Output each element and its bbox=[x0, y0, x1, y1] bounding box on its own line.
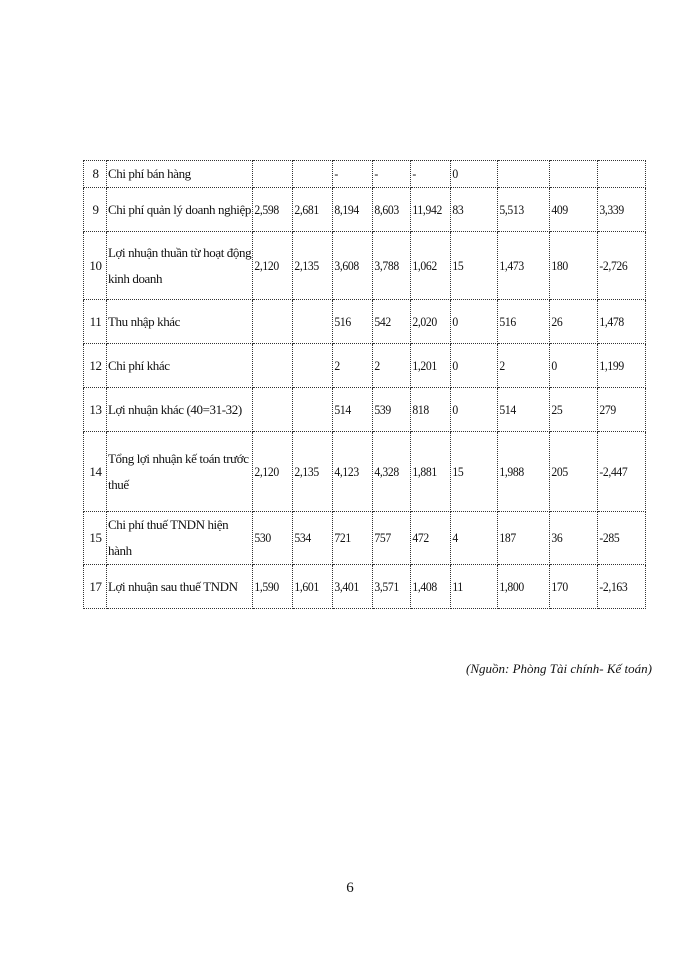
value-cell: 25 bbox=[550, 388, 593, 432]
row-label-cell: Tổng lợi nhuận kế toán trước thuế bbox=[107, 432, 253, 512]
value-cell: 0 bbox=[451, 161, 493, 188]
value-cell: 170 bbox=[550, 565, 593, 609]
value-cell: 8,603 bbox=[373, 188, 407, 232]
row-number-cell: 9 bbox=[84, 188, 107, 232]
value-cell bbox=[498, 161, 545, 188]
row-label-cell: Chi phí khác bbox=[107, 344, 253, 388]
value-cell: 542 bbox=[373, 300, 407, 344]
value-cell: 8,194 bbox=[333, 188, 369, 232]
row-number-cell: 15 bbox=[84, 512, 107, 565]
value-cell: 1,988 bbox=[498, 432, 545, 512]
value-cell: - bbox=[373, 161, 407, 188]
value-cell: 2,120 bbox=[253, 432, 289, 512]
value-cell: 818 bbox=[411, 388, 447, 432]
row-label-cell: Chi phí quản lý doanh nghiệp bbox=[107, 188, 253, 232]
value-cell: 530 bbox=[253, 512, 289, 565]
value-cell: 5,513 bbox=[498, 188, 545, 232]
value-cell bbox=[293, 388, 329, 432]
financial-table bbox=[83, 160, 646, 609]
value-cell: 3,339 bbox=[598, 188, 641, 232]
row-number-cell: 10 bbox=[84, 232, 107, 300]
value-cell: 180 bbox=[550, 232, 593, 300]
source-note: (Nguồn: Phòng Tài chính- Kế toán) bbox=[466, 661, 652, 676]
page-number: 6 bbox=[346, 880, 354, 896]
value-cell: -2,447 bbox=[598, 432, 641, 512]
value-cell: 0 bbox=[451, 300, 493, 344]
value-cell: 3,788 bbox=[373, 232, 407, 300]
value-cell: 0 bbox=[451, 344, 493, 388]
row-label-cell: Lợi nhuận khác (40=31-32) bbox=[107, 388, 253, 432]
value-cell: 4 bbox=[451, 512, 493, 565]
table-row bbox=[84, 512, 646, 565]
row-label-cell: Chi phí bán hàng bbox=[107, 161, 253, 188]
value-cell: 15 bbox=[451, 432, 493, 512]
value-cell: 2 bbox=[498, 344, 545, 388]
table-row bbox=[84, 565, 646, 609]
value-cell: 1,881 bbox=[411, 432, 447, 512]
row-label-cell: Thu nhập khác bbox=[107, 300, 253, 344]
value-cell: 3,608 bbox=[333, 232, 369, 300]
value-cell: 1,473 bbox=[498, 232, 545, 300]
table-row bbox=[84, 300, 646, 344]
value-cell: 1,478 bbox=[598, 300, 641, 344]
table-row bbox=[84, 161, 646, 188]
value-cell: 0 bbox=[451, 388, 493, 432]
value-cell: 1,408 bbox=[411, 565, 447, 609]
value-cell: 11,942 bbox=[411, 188, 447, 232]
table-row bbox=[84, 388, 646, 432]
value-cell: 0 bbox=[550, 344, 593, 388]
value-cell: 2,020 bbox=[411, 300, 447, 344]
value-cell: 205 bbox=[550, 432, 593, 512]
table-body bbox=[84, 161, 646, 609]
value-cell: 4,123 bbox=[333, 432, 369, 512]
value-cell: 1,601 bbox=[293, 565, 329, 609]
value-cell: 15 bbox=[451, 232, 493, 300]
value-cell: 472 bbox=[411, 512, 447, 565]
value-cell: 516 bbox=[333, 300, 369, 344]
value-cell: 514 bbox=[498, 388, 545, 432]
row-label-cell: Chi phí thuế TNDN hiện hành bbox=[107, 512, 253, 565]
value-cell: 1,199 bbox=[598, 344, 641, 388]
value-cell bbox=[293, 161, 329, 188]
value-cell bbox=[598, 161, 641, 188]
value-cell: 11 bbox=[451, 565, 493, 609]
row-number-cell: 11 bbox=[84, 300, 107, 344]
value-cell: 409 bbox=[550, 188, 593, 232]
value-cell: 534 bbox=[293, 512, 329, 565]
row-number-cell: 8 bbox=[84, 161, 107, 188]
value-cell bbox=[293, 344, 329, 388]
value-cell bbox=[293, 300, 329, 344]
value-cell: 1,062 bbox=[411, 232, 447, 300]
value-cell bbox=[253, 161, 289, 188]
value-cell: 1,201 bbox=[411, 344, 447, 388]
row-label-cell: Lợi nhuận thuần từ hoạt động kinh doanh bbox=[107, 232, 253, 300]
row-label-cell: Lợi nhuận sau thuế TNDN bbox=[107, 565, 253, 609]
value-cell: 2,598 bbox=[253, 188, 289, 232]
table-row bbox=[84, 344, 646, 388]
value-cell: 2,681 bbox=[293, 188, 329, 232]
value-cell: 516 bbox=[498, 300, 545, 344]
value-cell: 26 bbox=[550, 300, 593, 344]
row-number-cell: 13 bbox=[84, 388, 107, 432]
value-cell: -2,726 bbox=[598, 232, 641, 300]
value-cell: - bbox=[333, 161, 369, 188]
table-row bbox=[84, 188, 646, 232]
value-cell: 36 bbox=[550, 512, 593, 565]
value-cell bbox=[253, 300, 289, 344]
value-cell: 3,571 bbox=[373, 565, 407, 609]
value-cell: 2 bbox=[333, 344, 369, 388]
value-cell: 2,135 bbox=[293, 432, 329, 512]
table-row bbox=[84, 432, 646, 512]
row-number-cell: 12 bbox=[84, 344, 107, 388]
value-cell bbox=[253, 388, 289, 432]
value-cell: 2,120 bbox=[253, 232, 289, 300]
value-cell: - bbox=[411, 161, 447, 188]
value-cell: 757 bbox=[373, 512, 407, 565]
value-cell: 2,135 bbox=[293, 232, 329, 300]
value-cell bbox=[253, 344, 289, 388]
value-cell: 1,590 bbox=[253, 565, 289, 609]
value-cell: 3,401 bbox=[333, 565, 369, 609]
value-cell: 539 bbox=[373, 388, 407, 432]
table-row bbox=[84, 232, 646, 300]
value-cell bbox=[550, 161, 593, 188]
value-cell: 1,800 bbox=[498, 565, 545, 609]
value-cell: 83 bbox=[451, 188, 493, 232]
value-cell: 187 bbox=[498, 512, 545, 565]
value-cell: 514 bbox=[333, 388, 369, 432]
value-cell: 279 bbox=[598, 388, 641, 432]
row-number-cell: 14 bbox=[84, 432, 107, 512]
value-cell: -2,163 bbox=[598, 565, 641, 609]
value-cell: 721 bbox=[333, 512, 369, 565]
value-cell: 2 bbox=[373, 344, 407, 388]
row-number-cell: 17 bbox=[84, 565, 107, 609]
value-cell: -285 bbox=[598, 512, 641, 565]
value-cell: 4,328 bbox=[373, 432, 407, 512]
